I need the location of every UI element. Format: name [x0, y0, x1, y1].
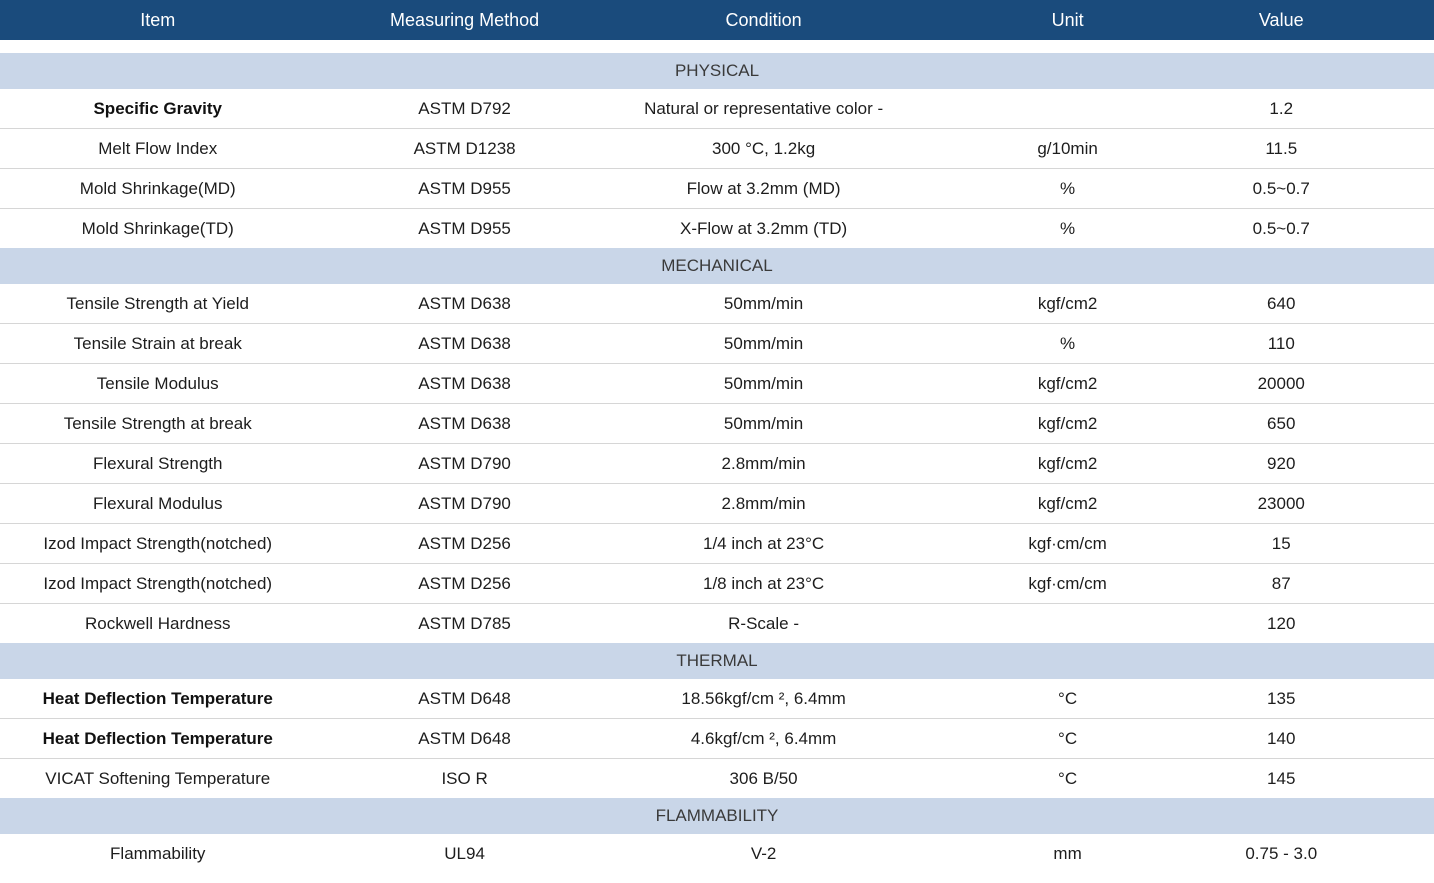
col-header-value: Value [1222, 0, 1341, 40]
item-cell: Mold Shrinkage(TD) [0, 209, 315, 249]
item-cell: Flexural Modulus [0, 484, 315, 524]
col-header-measuring-method: Measuring Method [315, 0, 613, 40]
value-cell: 0.75 - 3.0 [1222, 834, 1341, 873]
unit-cell [913, 604, 1221, 644]
item-cell: Rockwell Hardness [0, 604, 315, 644]
unit-cell: kgf·cm/cm [913, 564, 1221, 604]
table-row-rockwell-hardness [0, 604, 1434, 644]
method-cell: ASTM D790 [315, 484, 613, 524]
condition-cell: 306 B/50 [614, 759, 914, 799]
condition-cell: R-Scale - [614, 604, 914, 644]
method-cell: ASTM D790 [315, 444, 613, 484]
unit-cell: kgf·cm/cm [913, 524, 1221, 564]
condition-cell: 50mm/min [614, 284, 914, 324]
item-cell: Tensile Strength at break [0, 404, 315, 444]
method-cell: ASTM D638 [315, 324, 613, 364]
table-row-tensile-modulus [0, 364, 1434, 404]
spacer-cell [1341, 759, 1434, 799]
item-cell: Tensile Strain at break [0, 324, 315, 364]
condition-cell: 2.8mm/min [614, 444, 914, 484]
method-cell: ISO R [315, 759, 613, 799]
value-cell: 120 [1222, 604, 1341, 644]
method-cell: UL94 [315, 834, 613, 873]
table-row-mold-shrinkage-td [0, 209, 1434, 249]
section-row-flammability [0, 798, 1434, 834]
spacer-cell [1341, 834, 1434, 873]
section-label-thermal: THERMAL [0, 643, 1434, 679]
method-cell: ASTM D785 [315, 604, 613, 644]
spacer-cell [1341, 719, 1434, 759]
item-cell: Heat Deflection Temperature [0, 719, 315, 759]
unit-cell: °C [913, 719, 1221, 759]
spacer-cell [1341, 484, 1434, 524]
method-cell: ASTM D638 [315, 284, 613, 324]
section-row-thermal [0, 643, 1434, 679]
spacer-cell [1341, 524, 1434, 564]
spacer-cell [1341, 679, 1434, 719]
value-cell: 650 [1222, 404, 1341, 444]
spacer-cell [1341, 169, 1434, 209]
value-cell: 23000 [1222, 484, 1341, 524]
table-row-melt-flow-index [0, 129, 1434, 169]
method-cell: ASTM D648 [315, 719, 613, 759]
spacer-cell [1341, 89, 1434, 129]
item-cell: Heat Deflection Temperature [0, 679, 315, 719]
table-row-flexural-modulus [0, 484, 1434, 524]
col-header-condition: Condition [614, 0, 914, 40]
condition-cell: Natural or representative color - [614, 89, 914, 129]
table-row-tensile-strain-break [0, 324, 1434, 364]
col-header-item: Item [0, 0, 315, 40]
table-row-izod-impact-eighth [0, 564, 1434, 604]
item-cell: Melt Flow Index [0, 129, 315, 169]
condition-cell: X-Flow at 3.2mm (TD) [614, 209, 914, 249]
value-cell: 110 [1222, 324, 1341, 364]
method-cell: ASTM D648 [315, 679, 613, 719]
item-cell: Izod Impact Strength(notched) [0, 564, 315, 604]
value-cell: 640 [1222, 284, 1341, 324]
unit-cell: kgf/cm2 [913, 444, 1221, 484]
section-row-physical [0, 53, 1434, 89]
item-cell: Flexural Strength [0, 444, 315, 484]
value-cell: 20000 [1222, 364, 1341, 404]
table-header-row [0, 0, 1434, 40]
method-cell: ASTM D256 [315, 524, 613, 564]
table-row-mold-shrinkage-md [0, 169, 1434, 209]
spacer-cell [1341, 444, 1434, 484]
table-row-hdt-low-load [0, 719, 1434, 759]
value-cell: 11.5 [1222, 129, 1341, 169]
table-row-izod-impact-quarter [0, 524, 1434, 564]
table-row-tensile-strength-break [0, 404, 1434, 444]
unit-cell: °C [913, 759, 1221, 799]
value-cell: 15 [1222, 524, 1341, 564]
condition-cell: 50mm/min [614, 324, 914, 364]
header-spacer-cell [1341, 0, 1434, 40]
spacer-cell [1341, 604, 1434, 644]
unit-cell [913, 89, 1221, 129]
item-cell: Izod Impact Strength(notched) [0, 524, 315, 564]
unit-cell: kgf/cm2 [913, 284, 1221, 324]
value-cell: 135 [1222, 679, 1341, 719]
unit-cell: kgf/cm2 [913, 484, 1221, 524]
spacer-cell [1341, 129, 1434, 169]
section-label-mechanical: MECHANICAL [0, 248, 1434, 284]
value-cell: 140 [1222, 719, 1341, 759]
condition-cell: Flow at 3.2mm (MD) [614, 169, 914, 209]
value-cell: 1.2 [1222, 89, 1341, 129]
table-row-vicat-softening [0, 759, 1434, 799]
unit-cell: °C [913, 679, 1221, 719]
condition-cell: V-2 [614, 834, 914, 873]
method-cell: ASTM D792 [315, 89, 613, 129]
spacer-cell [1341, 364, 1434, 404]
unit-cell: % [913, 209, 1221, 249]
item-cell: Specific Gravity [0, 89, 315, 129]
condition-cell: 1/4 inch at 23°C [614, 524, 914, 564]
spacer-cell [1341, 209, 1434, 249]
condition-cell: 50mm/min [614, 404, 914, 444]
table-row-tensile-strength-yield [0, 284, 1434, 324]
table-row-specific-gravity [0, 89, 1434, 129]
section-label-flammability: FLAMMABILITY [0, 798, 1434, 834]
condition-cell: 300 °C, 1.2kg [614, 129, 914, 169]
value-cell: 0.5~0.7 [1222, 169, 1341, 209]
method-cell: ASTM D1238 [315, 129, 613, 169]
condition-cell: 4.6kgf/cm ², 6.4mm [614, 719, 914, 759]
method-cell: ASTM D638 [315, 404, 613, 444]
table-row-flexural-strength [0, 444, 1434, 484]
unit-cell: mm [913, 834, 1221, 873]
unit-cell: % [913, 324, 1221, 364]
condition-cell: 1/8 inch at 23°C [614, 564, 914, 604]
condition-cell: 18.56kgf/cm ², 6.4mm [614, 679, 914, 719]
table-row-hdt-high-load [0, 679, 1434, 719]
condition-cell: 50mm/min [614, 364, 914, 404]
spacer-cell [1341, 324, 1434, 364]
method-cell: ASTM D256 [315, 564, 613, 604]
spacer-cell [1341, 284, 1434, 324]
unit-cell: g/10min [913, 129, 1221, 169]
unit-cell: kgf/cm2 [913, 404, 1221, 444]
header-gap [0, 40, 1434, 53]
spacer-cell [1341, 564, 1434, 604]
section-row-mechanical [0, 248, 1434, 284]
value-cell: 0.5~0.7 [1222, 209, 1341, 249]
value-cell: 145 [1222, 759, 1341, 799]
method-cell: ASTM D955 [315, 169, 613, 209]
unit-cell: kgf/cm2 [913, 364, 1221, 404]
item-cell: Tensile Strength at Yield [0, 284, 315, 324]
spacer-cell [1341, 404, 1434, 444]
item-cell: Mold Shrinkage(MD) [0, 169, 315, 209]
method-cell: ASTM D955 [315, 209, 613, 249]
col-header-unit: Unit [913, 0, 1221, 40]
value-cell: 87 [1222, 564, 1341, 604]
item-cell: VICAT Softening Temperature [0, 759, 315, 799]
method-cell: ASTM D638 [315, 364, 613, 404]
item-cell: Tensile Modulus [0, 364, 315, 404]
value-cell: 920 [1222, 444, 1341, 484]
section-label-physical: PHYSICAL [0, 53, 1434, 89]
table-row-flammability [0, 834, 1434, 873]
unit-cell: % [913, 169, 1221, 209]
condition-cell: 2.8mm/min [614, 484, 914, 524]
item-cell: Flammability [0, 834, 315, 873]
